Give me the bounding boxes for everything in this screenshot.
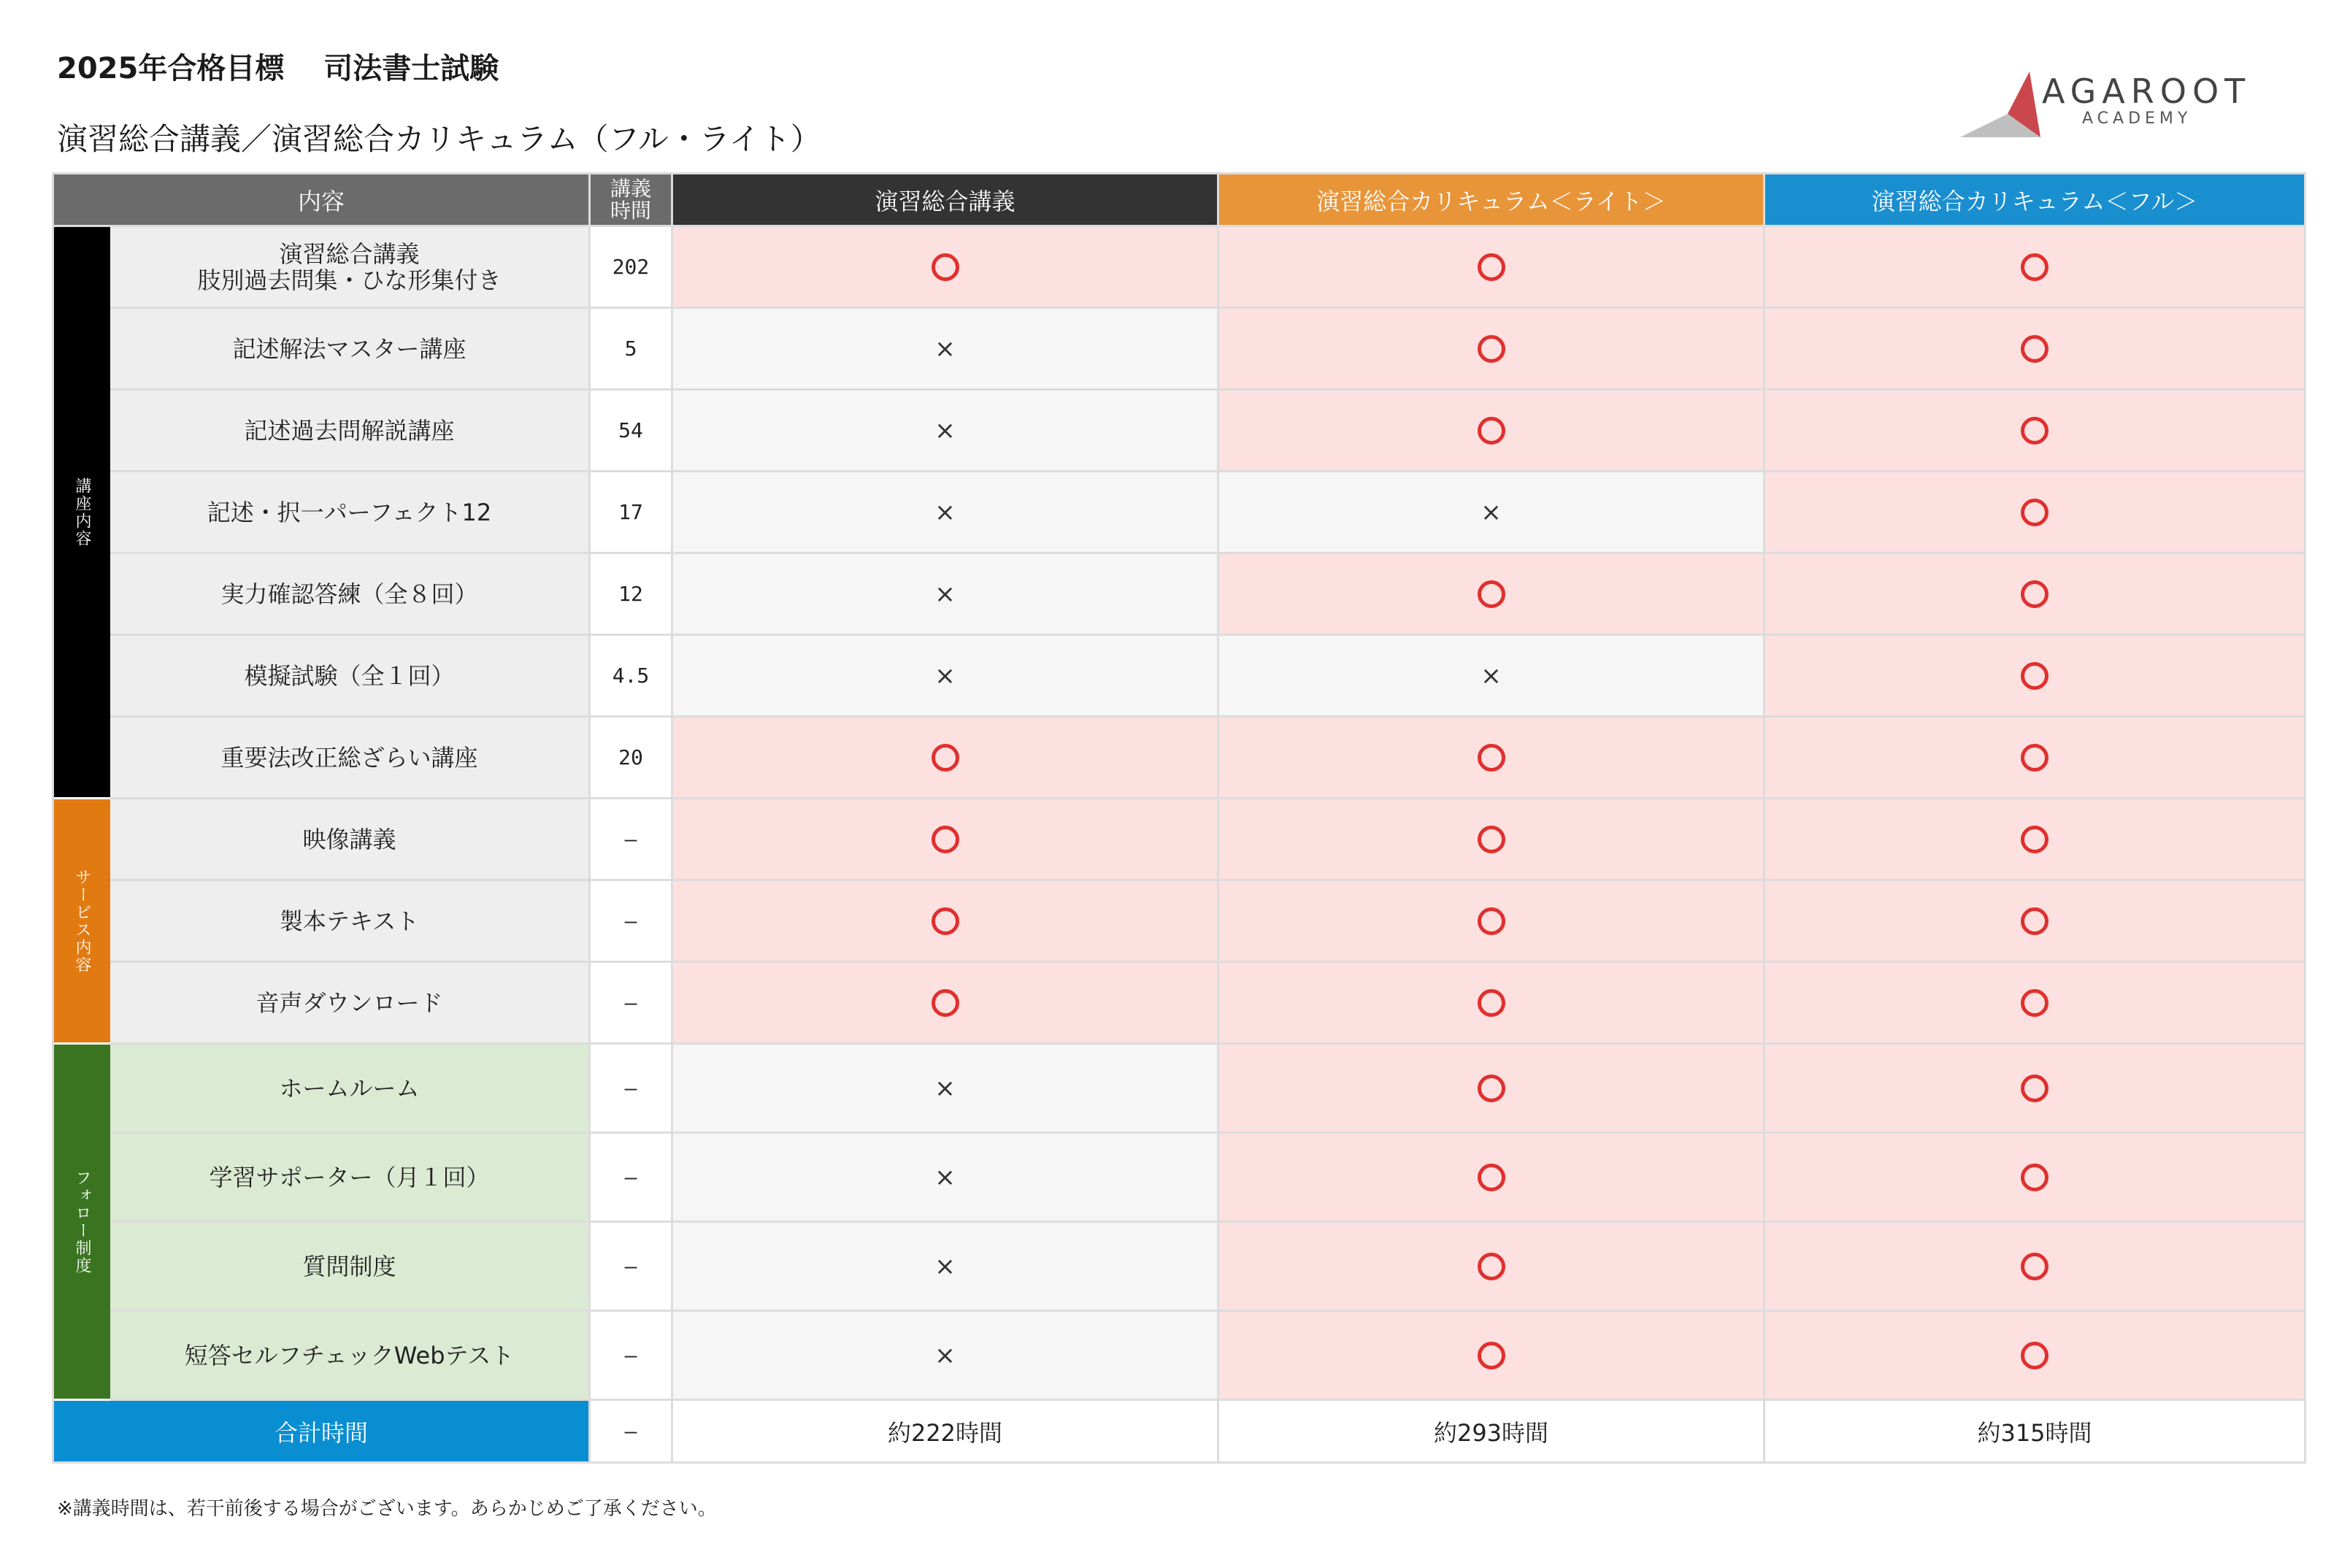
plan-cell	[1219, 718, 1765, 799]
category-label: サービス内容	[54, 799, 110, 1045]
not-included-cross-icon: ×	[934, 1251, 956, 1281]
plan-cell	[1219, 391, 1765, 472]
included-circle-icon	[1478, 1164, 1505, 1191]
included-circle-icon	[1478, 1253, 1505, 1280]
plan-cell	[1765, 391, 2306, 472]
row-label: 学習サポーター（月１回）	[110, 1134, 591, 1223]
row-label: 演習総合講義 肢別過去問集・ひな形集付き	[110, 227, 591, 309]
not-included-cross-icon: ×	[934, 334, 956, 364]
row-lecture-time: 17	[591, 472, 673, 554]
included-circle-icon	[932, 744, 959, 772]
plan-cell	[673, 1134, 1219, 1223]
not-included-cross-icon: ×	[934, 661, 956, 691]
plan-cell	[1219, 309, 1765, 391]
plan-cell	[673, 799, 1219, 881]
plan-cell	[673, 636, 1219, 718]
row-label: 製本テキスト	[110, 881, 591, 963]
plan-cell	[1765, 472, 2306, 554]
header-column-2: 演習総合カリキュラム＜ライト＞	[1219, 174, 1765, 227]
row-label: 模擬試験（全１回）	[110, 636, 591, 718]
header-column-3: 演習総合カリキュラム＜フル＞	[1765, 174, 2306, 227]
plan-cell	[1219, 227, 1765, 309]
row-label: ホームルーム	[110, 1045, 591, 1134]
included-circle-icon	[2021, 335, 2048, 363]
comparison-table	[52, 172, 2306, 1464]
included-circle-icon	[2021, 253, 2048, 281]
total-hours: 約222時間	[673, 1401, 1219, 1464]
plan-cell	[1219, 472, 1765, 554]
plan-cell	[1765, 1134, 2306, 1223]
header-lecture-time: 講義 時間	[591, 174, 673, 227]
row-label: 記述・択一パーフェクト12	[110, 472, 591, 554]
row-lecture-time: ―	[591, 881, 673, 963]
not-included-cross-icon: ×	[934, 1340, 956, 1370]
row-lecture-time: ―	[591, 1312, 673, 1401]
plan-cell	[1765, 1223, 2306, 1312]
footnote: ※講義時間は、若干前後する場合がございます。あらかじめご了承ください。	[57, 1498, 717, 1520]
included-circle-icon	[932, 989, 959, 1017]
row-label: 実力確認答練（全８回）	[110, 554, 591, 636]
not-included-cross-icon: ×	[934, 1162, 956, 1192]
not-included-cross-icon: ×	[1481, 497, 1502, 527]
plan-cell	[1765, 636, 2306, 718]
category-label: 講座内容	[54, 227, 110, 799]
logo-wordmark: AGAROOT	[2042, 72, 2251, 111]
row-lecture-time: 20	[591, 718, 673, 799]
plan-cell	[673, 309, 1219, 391]
included-circle-icon	[1478, 907, 1505, 935]
included-circle-icon	[1478, 253, 1505, 281]
plan-cell	[673, 718, 1219, 799]
row-label: 短答セルフチェックWebテスト	[110, 1312, 591, 1401]
row-label: 重要法改正総ざらい講座	[110, 718, 591, 799]
not-included-cross-icon: ×	[934, 579, 956, 609]
plan-cell	[673, 1223, 1219, 1312]
plan-cell	[673, 963, 1219, 1045]
included-circle-icon	[2021, 1342, 2048, 1369]
plan-cell	[1765, 554, 2306, 636]
included-circle-icon	[2021, 499, 2048, 526]
row-lecture-time: 202	[591, 227, 673, 309]
included-circle-icon	[2021, 662, 2048, 690]
included-circle-icon	[2021, 580, 2048, 608]
plan-cell	[673, 391, 1219, 472]
row-lecture-time: 12	[591, 554, 673, 636]
included-circle-icon	[932, 907, 959, 935]
included-circle-icon	[932, 826, 959, 853]
plan-cell	[1765, 881, 2306, 963]
included-circle-icon	[1478, 417, 1505, 445]
plan-cell	[1765, 799, 2306, 881]
total-hours: 約315時間	[1765, 1401, 2306, 1464]
total-hours: 約293時間	[1219, 1401, 1765, 1464]
included-circle-icon	[2021, 907, 2048, 935]
plan-cell	[1765, 963, 2306, 1045]
row-lecture-time: 4.5	[591, 636, 673, 718]
row-label: 映像講義	[110, 799, 591, 881]
included-circle-icon	[2021, 989, 2048, 1017]
not-included-cross-icon: ×	[934, 497, 956, 527]
plan-cell	[1765, 227, 2306, 309]
plan-cell	[1219, 1312, 1765, 1401]
plan-cell	[1219, 554, 1765, 636]
plan-cell	[673, 227, 1219, 309]
included-circle-icon	[1478, 1075, 1505, 1102]
plan-cell	[1219, 799, 1765, 881]
plan-cell	[673, 881, 1219, 963]
row-label: 音声ダウンロード	[110, 963, 591, 1045]
plan-cell	[673, 472, 1219, 554]
included-circle-icon	[2021, 826, 2048, 853]
row-label: 質問制度	[110, 1223, 591, 1312]
plan-cell	[1219, 1045, 1765, 1134]
page-title: 2025年合格目標 司法書士試験	[57, 52, 499, 85]
included-circle-icon	[1478, 744, 1505, 772]
plan-cell	[1765, 1312, 2306, 1401]
plan-cell	[1765, 718, 2306, 799]
plan-cell	[1219, 963, 1765, 1045]
row-label: 記述過去問解説講座	[110, 391, 591, 472]
plan-cell	[1219, 881, 1765, 963]
total-lecture-time: ―	[591, 1401, 673, 1464]
included-circle-icon	[1478, 989, 1505, 1017]
logo-subtext: ACADEMY	[2082, 109, 2192, 128]
category-label: フォロー制度	[54, 1045, 110, 1401]
page-subtitle: 演習総合講義／演習総合カリキュラム（フル・ライト）	[57, 121, 821, 157]
header-content: 内容	[54, 174, 591, 227]
included-circle-icon	[2021, 1253, 2048, 1280]
not-included-cross-icon: ×	[1481, 661, 1502, 691]
plan-cell	[1219, 636, 1765, 718]
included-circle-icon	[2021, 417, 2048, 445]
plan-cell	[1219, 1134, 1765, 1223]
header-column-1: 演習総合講義	[673, 174, 1219, 227]
plan-cell	[1765, 309, 2306, 391]
row-lecture-time: 5	[591, 309, 673, 391]
row-lecture-time: ―	[591, 799, 673, 881]
row-lecture-time: 54	[591, 391, 673, 472]
included-circle-icon	[932, 253, 959, 281]
plan-cell	[1765, 1045, 2306, 1134]
not-included-cross-icon: ×	[934, 1073, 956, 1103]
included-circle-icon	[1478, 580, 1505, 608]
row-lecture-time: ―	[591, 1134, 673, 1223]
row-label: 記述解法マスター講座	[110, 309, 591, 391]
row-lecture-time: ―	[591, 1045, 673, 1134]
included-circle-icon	[2021, 1164, 2048, 1191]
included-circle-icon	[2021, 744, 2048, 772]
plan-cell	[673, 1045, 1219, 1134]
included-circle-icon	[1478, 335, 1505, 363]
plan-cell	[673, 554, 1219, 636]
included-circle-icon	[2021, 1075, 2048, 1102]
plan-cell	[1219, 1223, 1765, 1312]
not-included-cross-icon: ×	[934, 415, 956, 445]
included-circle-icon	[1478, 1342, 1505, 1369]
row-lecture-time: ―	[591, 1223, 673, 1312]
included-circle-icon	[1478, 826, 1505, 853]
plan-cell	[673, 1312, 1219, 1401]
row-lecture-time: ―	[591, 963, 673, 1045]
total-label: 合計時間	[54, 1401, 591, 1464]
